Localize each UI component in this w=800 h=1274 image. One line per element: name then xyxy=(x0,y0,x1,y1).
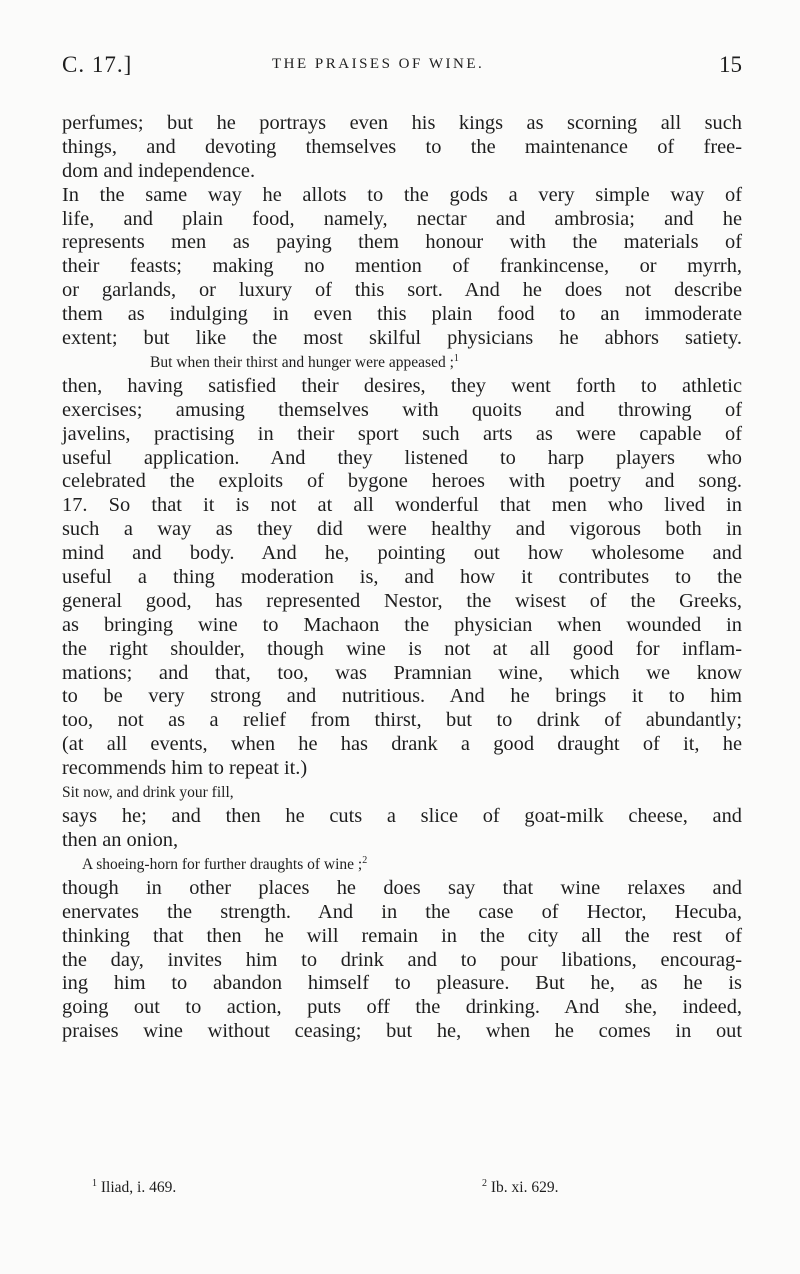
text-line: to be very strong and nutritious. And he brings it to him xyxy=(62,685,742,708)
verse-text: A shoeing-horn for further draughts of wine ; xyxy=(82,855,363,873)
text-line: says he; and then he cuts a slice of goat-milk cheese, and xyxy=(62,805,742,828)
text-line: recommends him to repeat it.) xyxy=(62,757,308,780)
text-line: celebrated the exploits of bygone heroes with poetry and song. xyxy=(62,470,742,493)
body-text xyxy=(62,112,742,1044)
text-line: the right shoulder, though wine is not at all good for inflam- xyxy=(62,637,742,660)
text-line: mind and body. And he, pointing out how wholesome and xyxy=(62,542,742,565)
running-header xyxy=(62,52,742,88)
text-line: 17. So that it is not at all wonderful that men who lived in xyxy=(62,494,742,517)
text-line: javelins, practising in their sport such arts as were capable of xyxy=(62,422,742,445)
text-line: thinking that then he will remain in the city all the rest of xyxy=(62,924,742,947)
footnote-text: Ib. xi. 629. xyxy=(490,1179,559,1196)
verse-quote xyxy=(62,351,742,375)
text-line: represents men as paying them honour with the materials of xyxy=(62,231,742,254)
page-number: 15 xyxy=(719,52,742,77)
text-line: though in other places he does say that wine relaxes and xyxy=(62,876,742,899)
text-line: life, and plain food, namely, nectar and ambrosia; and he xyxy=(62,207,742,230)
text-line: enervates the strength. And in the case of Hector, Hecuba, xyxy=(62,900,742,923)
text-line: their feasts; making no mention of frankincense, or myrrh, xyxy=(62,255,742,278)
text-line: things, and devoting themselves to the maintenance of free- xyxy=(62,135,742,158)
text-line: them as indulging in even this plain food to an immoderate xyxy=(62,303,742,326)
text-line: (at all events, when he has drank a good draught of it, he xyxy=(62,733,742,756)
text-line: perfumes; but he portrays even his kings as scorning all such xyxy=(62,112,742,134)
footnote-text: Iliad, i. 469. xyxy=(100,1179,177,1196)
text-line: as bringing wine to Machaon the physician when wounded in xyxy=(62,613,742,636)
text-line: In the same way he allots to the gods a very simple way of xyxy=(62,183,742,206)
text-line: praises wine without ceasing; but he, when he comes in out xyxy=(62,1020,742,1043)
text-line: then an onion, xyxy=(62,828,179,851)
running-title: THE PRAISES OF WINE. xyxy=(272,56,485,72)
footnotes xyxy=(62,1179,742,1199)
text-line: useful application. And they listened to harp players who xyxy=(62,446,742,469)
footnote-number: 1 xyxy=(92,1177,97,1189)
verse-text: But when their thirst and hunger were appeased ; xyxy=(150,353,454,371)
text-line: the day, invites him to drink and to pour libations, encourag- xyxy=(62,948,742,971)
footnote-marker: 1 xyxy=(453,352,459,364)
footnote xyxy=(92,1179,176,1197)
text-line: mations; and that, too, was Pramnian wine, which we know xyxy=(62,661,742,684)
text-line: useful a thing moderation is, and how it contributes to the xyxy=(62,566,742,589)
text-line: such a way as they did were healthy and vigorous both in xyxy=(62,518,742,541)
verse-quote: Sit now, and drink your fill, xyxy=(62,784,234,802)
footnote-number: 2 xyxy=(482,1177,487,1189)
verse-quote xyxy=(62,853,742,877)
footnote-marker: 2 xyxy=(362,854,368,866)
text-line: extent; but like the most skilful physicians he abhors satiety. xyxy=(62,327,742,350)
text-line: then, having satisfied their desires, they went forth to athletic xyxy=(62,374,742,397)
text-line: general good, has represented Nestor, the wisest of the Greeks, xyxy=(62,589,742,612)
text-line: ing him to abandon himself to pleasure. But he, as he is xyxy=(62,972,742,995)
text-line: too, not as a relief from thirst, but to drink of abundantly; xyxy=(62,709,742,732)
footnote xyxy=(482,1179,558,1197)
text-line: or garlands, or luxury of this sort. And he does not describe xyxy=(62,279,742,302)
text-line: dom and independence. xyxy=(62,159,256,182)
text-line: going out to action, puts off the drinking. And she, indeed, xyxy=(62,996,742,1019)
text-line: exercises; amusing themselves with quoits and throwing of xyxy=(62,398,742,421)
chapter-reference: C. 17.] xyxy=(62,52,133,77)
